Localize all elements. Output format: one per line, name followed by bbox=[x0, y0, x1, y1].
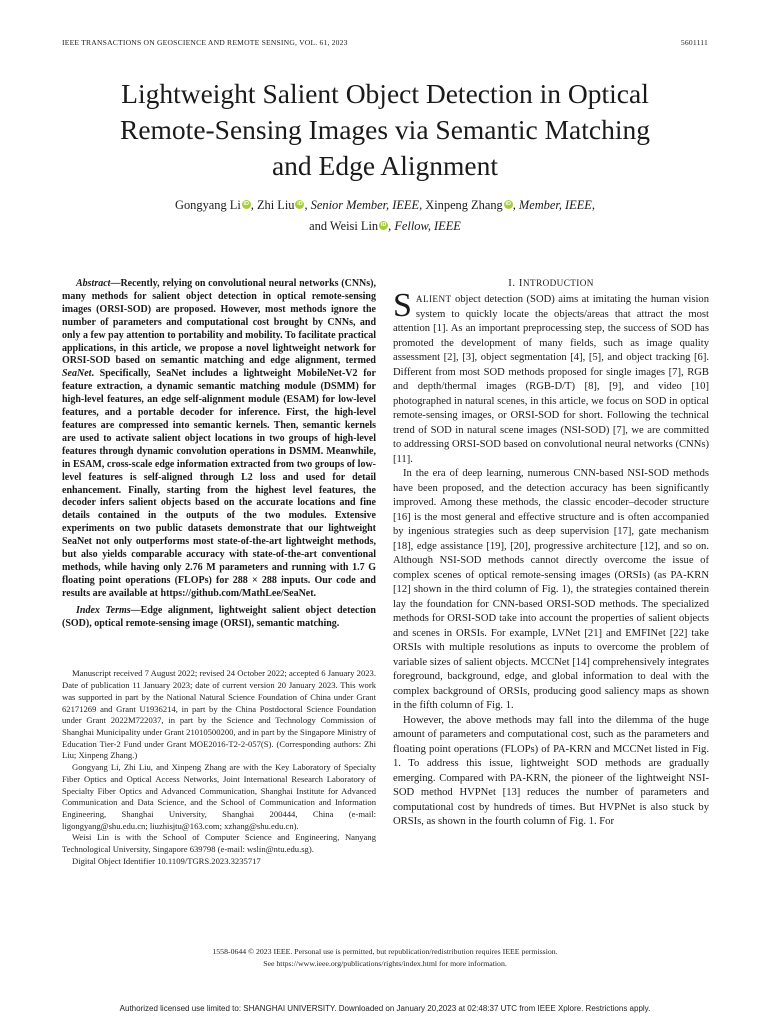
author-name: Gongyang Li bbox=[175, 198, 241, 212]
drop-cap: S bbox=[393, 287, 412, 324]
journal-name: IEEE TRANSACTIONS ON GEOSCIENCE AND REMOTE SENSING, VOL. 61, 2023 bbox=[62, 38, 348, 47]
paragraph bbox=[393, 287, 709, 467]
paragraph: In the era of deep learning, numerous CNN-based NSI-SOD methods have been proposed, and the detection accuracy has been significantly improved. Among these methods, the classic encoder–decoder structure [16] is the most general and effective structure and is often accompanied by ingenious strategies such as deep supervision [17], gate mechanism [18], edge assistance [19], [20], progressive architecture [12], and so on. Although NSI-SOD methods cannot directly overcome the issue of complex scenes of optical remote-sensing images (ORSIs) (as PA-KRN [12] shown in the third column of Fig. 1), the strategies contained therein lay the foundation for CNN-based ORSI-SOD methods. The specialized methods for ORSI-SOD take into account the properties of salient objects and scenes in ORSIs. For example, LVNet [21] and EMFINet [22] take ORSIs with multiple resolutions as inputs to overcome the problem of variable sizes of salient objects. MCCNet [14] comprehensively integrates foreground, background, edge, and global information to deal with the complex background of ORSIs, producing good saliency maps as shown in the fifth column of Fig. 1. bbox=[393, 468, 709, 711]
paper-title bbox=[60, 76, 710, 184]
index-terms-text: Edge alignment, lightweight salient object detection (SOD), optical remote-sensing image (ORSI), semantic matching. bbox=[62, 604, 376, 629]
section-title-initial: I bbox=[518, 278, 524, 289]
abstract-text: Recently, relying on convolutional neural networks (CNNs), many methods for salient object detection in optical remote-sensing images (ORSI-SOD) are proposed. However, most methods ignore the number of parameters and computational cost brought by CNNs, and only a few pay attention to portability and mobility. To facilitate practical applications, in this article, we propose a novel lightweight network for ORSI-SOD based on semantic matching and edge alignment, termed bbox=[62, 278, 376, 367]
paragraph: However, the above methods may fall into the dilemma of the huge amount of parameters and computational cost, such as the parameters and floating point operations (FLOPs) of PA-KRN and MCCNet listed in Fig. 1. To address this issue, lightweight SOD methods are gradually emerging. Compared with PA-KRN, the pioneer of the lightweight NSI-SOD method HVPNet [13] reduces the number of parameters and computational cost by hundreds of times. But HVPNet is also stuck by ORSIs, as shown in the fourth column of Fig. 1. For bbox=[393, 714, 709, 827]
footnote-manuscript: Manuscript received 7 August 2022; revised 24 October 2022; accepted 6 January 2023. Date of publication 11 January 2023; date of current version 20 January 2023. This work was supported in part by the National Natural Science Foundation of China under Grant 62171269 and Grant U1936214, in part by the China Postdoctoral Science Foundation under Grant 2022M722037, in part by the Science and Technology Commission of Shanghai Municipality under Grant 21010500200, and in part by the Singapore Ministry of Education Tier-2 Fund under Grant MOE2016-T2-2-057(S). (Corresponding authors: Zhi Liu; Xinpeng Zhang.) bbox=[62, 668, 376, 761]
copyright-line: See https://www.ieee.org/publications/rights/index.html for more information. bbox=[263, 959, 507, 968]
introduction-body bbox=[393, 287, 709, 830]
right-column bbox=[393, 278, 709, 830]
title-line: and Edge Alignment bbox=[271, 150, 499, 181]
abstract-emphasis: SeaNet bbox=[62, 368, 92, 380]
author-title: , Member, IEEE, bbox=[512, 198, 595, 212]
index-terms bbox=[62, 605, 376, 631]
abstract bbox=[62, 278, 376, 601]
footnote-affiliation: Gongyang Li, Zhi Liu, and Xinpeng Zhang are with the Key Laboratory of Specialty Fiber Optics and Optical Access Networks, Joint International Research Laboratory of Specialty Fiber Optics and Advanced Communication, Shanghai Institute for Advanced Communication and Data Science, and the School of Communication and Information Engineering, Shanghai University, Shanghai 200444, China (e-mail: ligongyang@shu.edu.cn; liuzhisjtu@163.com; xzhang@shu.edu.cn). bbox=[62, 762, 376, 831]
lead-caps: ALIENT bbox=[415, 294, 452, 304]
author-name: Zhi Liu bbox=[256, 198, 295, 212]
section-title-rest: NTRODUCTION bbox=[523, 278, 594, 288]
author-title: , Fellow, IEEE bbox=[388, 219, 461, 233]
footnote-doi: Digital Object Identifier 10.1109/TGRS.2023.3235717 bbox=[72, 855, 261, 866]
footnotes bbox=[62, 668, 376, 867]
left-column bbox=[62, 278, 376, 867]
author-list bbox=[60, 195, 710, 237]
author-line bbox=[60, 216, 710, 237]
download-notice: Authorized licensed use limited to: SHANGHAI UNIVERSITY. Downloaded on January 20,2023 at 02:48:37 UTC from IEEE Xplore. Restrictions apply. bbox=[119, 1004, 651, 1013]
abstract-text: . Specifically, SeaNet includes a lightweight MobileNet-V2 for feature extraction, a dynamic semantic matching module (DSMM) for high-level features, an edge self-alignment module (ESAM) for low-level features, and a portable decoder for inference. First, the high-level features are compressed into semantic kernels. Then, semantic kernels are used to activate salient object locations in two groups of high-level features through dynamic convolution operations in DSMM. Meanwhile, in ESAM, cross-scale edge information extracted from two groups of low-level features is self-aligned through L2 loss and used for detail enhancement. Finally, starting from the highest level features, the decoder infers salient objects based on the accurate locations and fine details contained in the outputs of the two modules. Extensive experiments on two public datasets demonstrate that our lightweight SeaNet not only outperforms most state-of-the-art lightweight methods, but also yields comparable accuracy with state-of-the-art conventional methods, while having only 2.76 M parameters and running with 1.7 G floating point operations (FLOPs) for 288 × 288 inputs. Our code and results are available at https://github.com/MathLee/SeaNet. bbox=[62, 368, 376, 599]
title-line: Lightweight Salient Object Detection in Optical bbox=[121, 78, 649, 109]
paragraph-text: object detection (SOD) aims at imitating the human vision system to quickly locate the objects/areas that attract the most attention [1]. As an important preprocessing step, the success of SOD has promoted the development of many fields, such as image quality assessment [2], [3], object segmentation [4], [5], and object tracking [6]. Different from most SOD methods proposed for single images [7], RGB and depth/thermal images (RGB-D/T) [8], [9], and video [10] photographed in natural scenes, in this article, we focus on SOD in optical remote-sensing images, or ORSI-SOD for short. Following the technical trend of SOD in natural scene images (NSI-SOD) [7], we are committed to addressing ORSI-SOD based on convolutional neural networks (CNNs) [11]. bbox=[393, 294, 709, 465]
title-line: Remote-Sensing Images via Semantic Matching bbox=[119, 114, 651, 145]
abstract-label: Abstract bbox=[76, 278, 111, 289]
author-name: Xinpeng Zhang bbox=[425, 198, 503, 212]
orcid-icon[interactable]: iD bbox=[505, 201, 511, 207]
author-name: and Weisi Lin bbox=[309, 219, 379, 233]
author-separator: , bbox=[419, 198, 426, 212]
running-head bbox=[62, 38, 708, 50]
copyright-notice bbox=[60, 946, 710, 970]
orcid-icon[interactable]: iD bbox=[243, 201, 250, 207]
section-number: I. bbox=[508, 278, 516, 289]
page-number: 5601111 bbox=[680, 38, 708, 47]
orcid-icon[interactable]: iD bbox=[297, 201, 303, 207]
copyright-line: 1558-0644 © 2023 IEEE. Personal use is permitted, but republication/redistribution requires IEEE permission. bbox=[212, 947, 558, 956]
index-terms-label: Index Terms bbox=[76, 604, 131, 616]
abstract-dash: — bbox=[110, 278, 121, 289]
author-separator: , bbox=[250, 198, 257, 212]
author-title: , Senior Member, IEEE bbox=[304, 198, 420, 212]
footnote-affiliation: Weisi Lin is with the School of Computer Science and Engineering, Nanyang Technological University, Singapore 639798 (e-mail: wslin@ntu.edu.sg). bbox=[62, 832, 376, 855]
index-terms-dash: — bbox=[130, 604, 141, 616]
section-heading bbox=[393, 278, 709, 289]
author-line bbox=[60, 195, 710, 216]
orcid-icon[interactable]: iD bbox=[380, 222, 387, 228]
